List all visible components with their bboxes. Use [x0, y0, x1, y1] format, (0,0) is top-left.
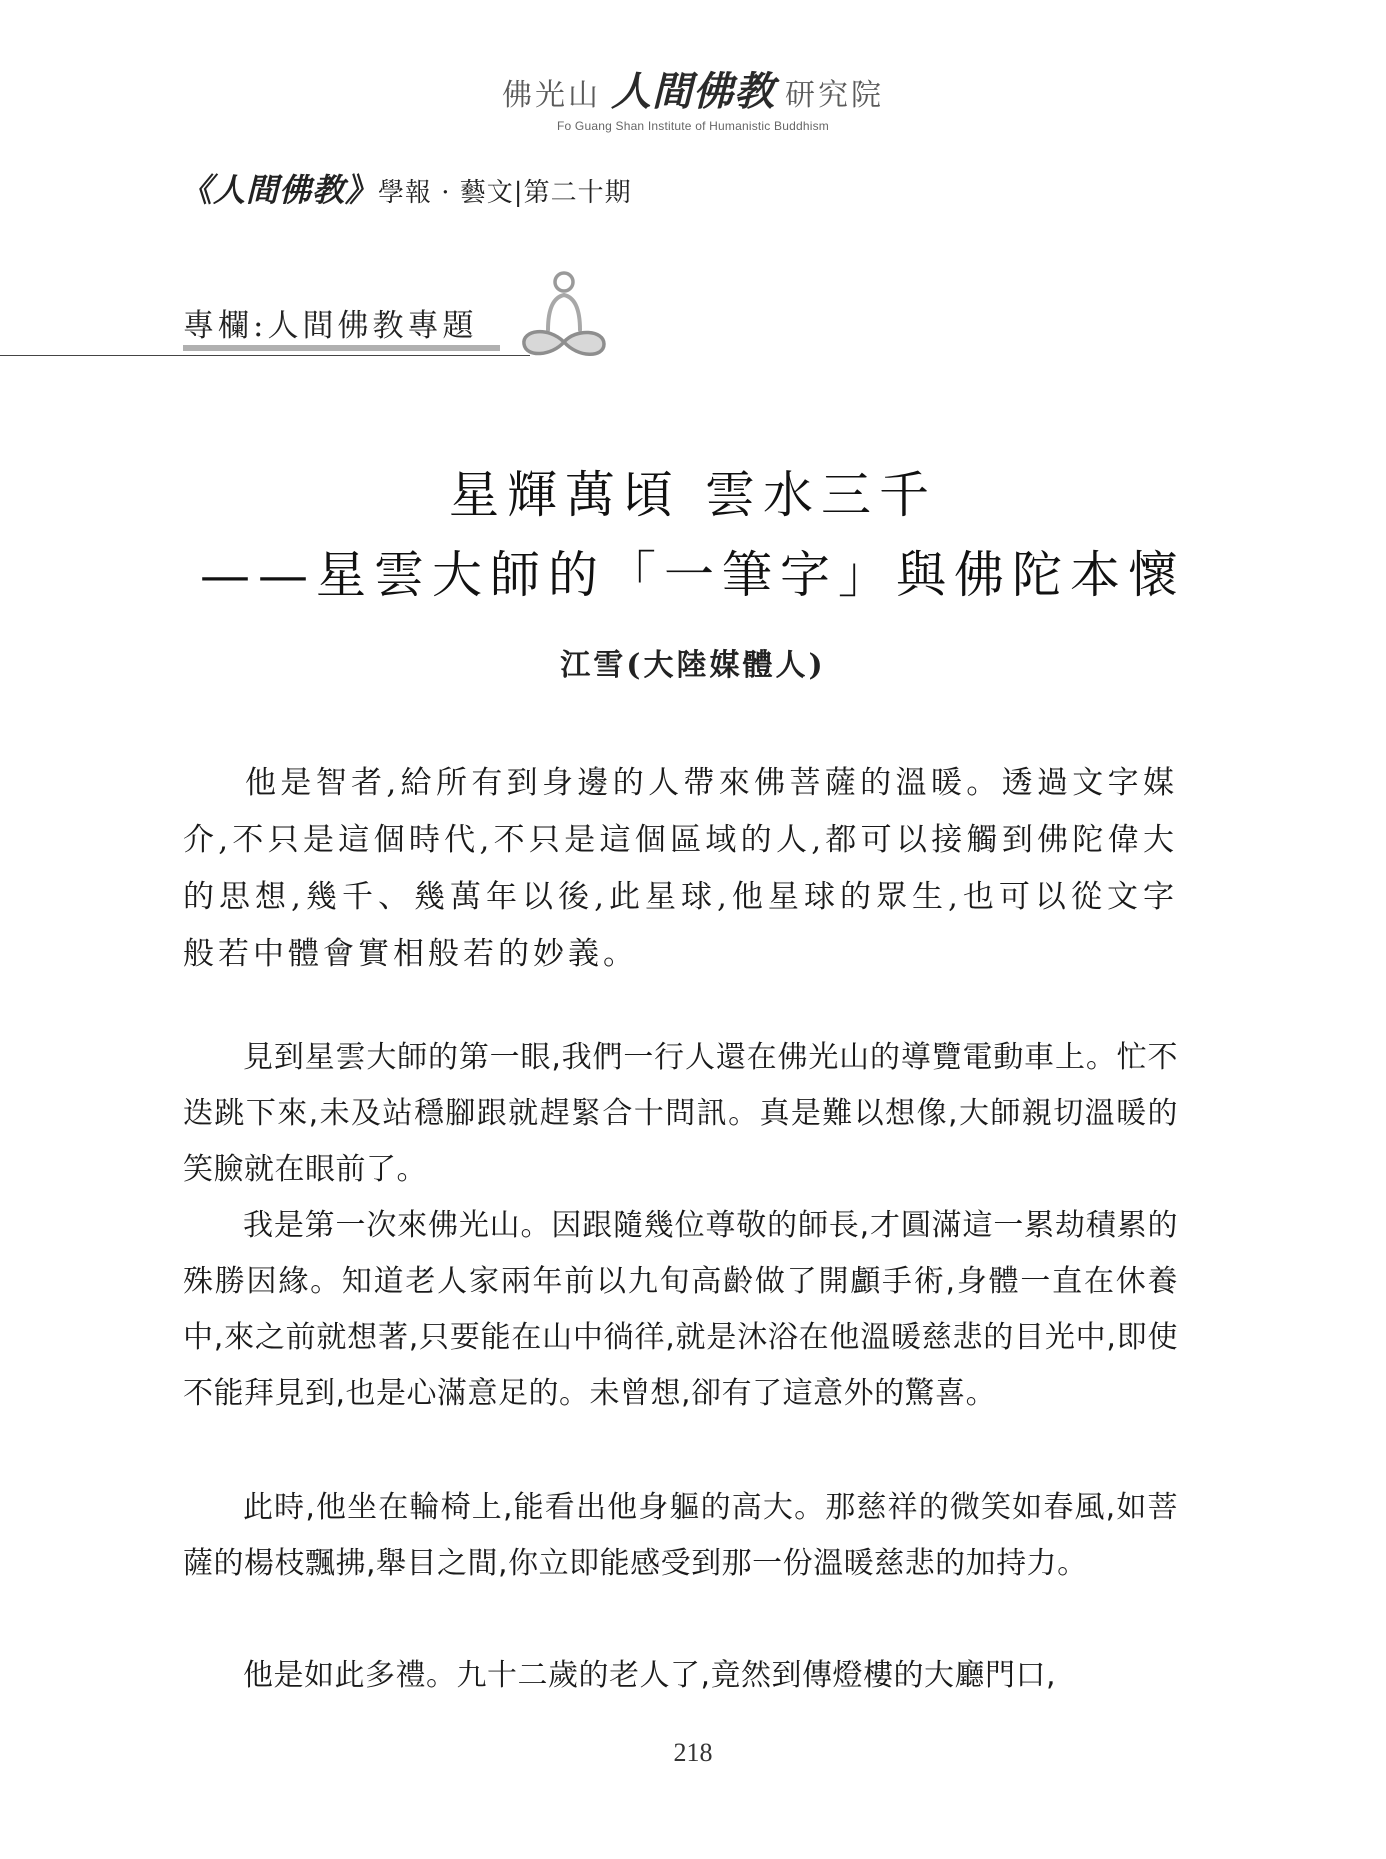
journal-logo: 《人間佛教》	[180, 171, 379, 209]
column-label: 專欄:人間佛教專題	[183, 308, 478, 344]
body-paragraph-3: 此時,他坐在輪椅上,能看出他身軀的高大。那慈祥的微笑如春風,如菩薩的楊枝飄拂,舉目之間,你立即能感受到那一份溫暖慈悲的加持力。	[183, 1490, 1178, 1581]
masthead	[0, 60, 1386, 133]
column-divider-line	[0, 355, 530, 356]
journal-header	[180, 165, 632, 211]
body-paragraph-2: 我是第一次來佛光山。因跟隨幾位尊敬的師長,才圓滿這一累劫積累的殊勝因緣。知道老人家兩年前以九旬高齡做了開顱手術,身體一直在休養中,來之前就想著,只要能在山中徜徉,就是沐浴在他溫暖慈悲的目光中,即使不能拜見到,也是心滿意足的。未曾想,卻有了這意外的驚喜。	[183, 1208, 1178, 1411]
masthead-title	[502, 60, 884, 117]
masthead-subtitle: Fo Guang Shan Institute of Humanistic Buddhism	[556, 119, 829, 133]
journal-info: 學報 · 藝文|第二十期	[378, 178, 632, 208]
masthead-org-prefix: 佛光山	[502, 78, 601, 113]
page-number: 218	[673, 1738, 713, 1767]
meditating-figure-icon	[518, 268, 610, 364]
body-paragraph-4: 他是如此多禮。九十二歲的老人了,竟然到傳燈樓的大廳門口,	[243, 1658, 1057, 1693]
masthead-org-suffix: 研究院	[785, 78, 884, 113]
masthead-logo: 人間佛教	[611, 68, 775, 115]
column-underline	[183, 345, 500, 351]
body-paragraph-1: 見到星雲大師的第一眼,我們一行人還在佛光山的導覽電動車上。忙不迭跳下來,未及站穩腳跟就趕緊合十問訊。真是難以想像,大師親切溫暖的笑臉就在眼前了。	[183, 1040, 1178, 1187]
intro-paragraph: 他是智者,給所有到身邊的人帶來佛菩薩的溫暖。透過文字媒介,不只是這個時代,不只是這個區域的人,都可以接觸到佛陀偉大的思想,幾千、幾萬年以後,此星球,他星球的眾生,也可以從文字般若中體會實相般若的妙義。	[183, 765, 1178, 972]
article-subtitle: ——星雲大師的「一筆字」與佛陀本懷	[200, 546, 1186, 604]
article-title: 星輝萬頃 雲水三千	[449, 466, 937, 524]
article-author: 江雪(大陸媒體人)	[560, 648, 826, 683]
